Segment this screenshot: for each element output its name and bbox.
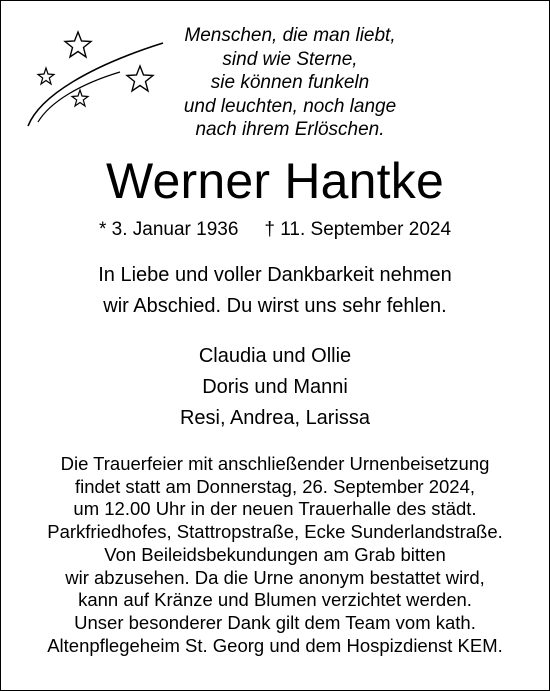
funeral-line: Von Beileidsbekundungen am Grab bitten — [104, 543, 446, 565]
farewell-message — [0, 260, 550, 322]
death-date: † 11. September 2024 — [264, 219, 452, 240]
message-line: wir Abschied. Du wirst uns sehr fehlen. — [103, 295, 447, 317]
funeral-line: Unser besonderer Dank gilt dem Team vom kath. — [74, 611, 476, 633]
funeral-line: kann auf Kränze und Blumen verzichtet werden. — [78, 589, 472, 611]
poem-line: und leuchten, noch lange — [183, 95, 397, 117]
funeral-line: wir abzusehen. Da die Urne anonym bestattet wird, — [65, 566, 485, 588]
funeral-line: Altenpflegeheim St. Georg und dem Hospizdienst KEM. — [47, 634, 503, 656]
poem-line: sind wie Sterne, — [222, 48, 358, 70]
star-icon — [38, 68, 54, 84]
birth-date: * 3. Januar 1936 — [98, 219, 239, 240]
star-icon — [65, 32, 91, 57]
poem-line: sie können funkeln — [210, 72, 370, 93]
deceased-name: Werner Hantke — [106, 153, 444, 209]
poem-line: nach ihrem Erlöschen. — [195, 119, 385, 140]
funeral-line: findet statt am Donnerstag, 26. September 2024, — [74, 475, 476, 497]
poem-line: Menschen, die man liebt, — [184, 25, 396, 46]
mourners-list — [0, 341, 550, 434]
star-icon — [72, 90, 88, 106]
funeral-line: um 12.00 Uhr in der neuen Trauerhalle des städt. — [73, 498, 477, 520]
mourner-line: Resi, Andrea, Larissa — [179, 407, 371, 429]
message-line: In Liebe und voller Dankbarkeit nehmen — [98, 264, 452, 286]
life-dates — [0, 218, 550, 242]
mourner-line: Doris und Manni — [202, 376, 348, 398]
poem — [140, 24, 440, 142]
funeral-line: Die Trauerfeier mit anschließender Urnenbeisetzung — [60, 453, 490, 474]
mourner-line: Claudia und Ollie — [198, 345, 352, 367]
funeral-details — [0, 453, 550, 657]
funeral-line: Parkfriedhofes, Stattropstraße, Ecke Sunderlandstraße. — [47, 521, 503, 543]
